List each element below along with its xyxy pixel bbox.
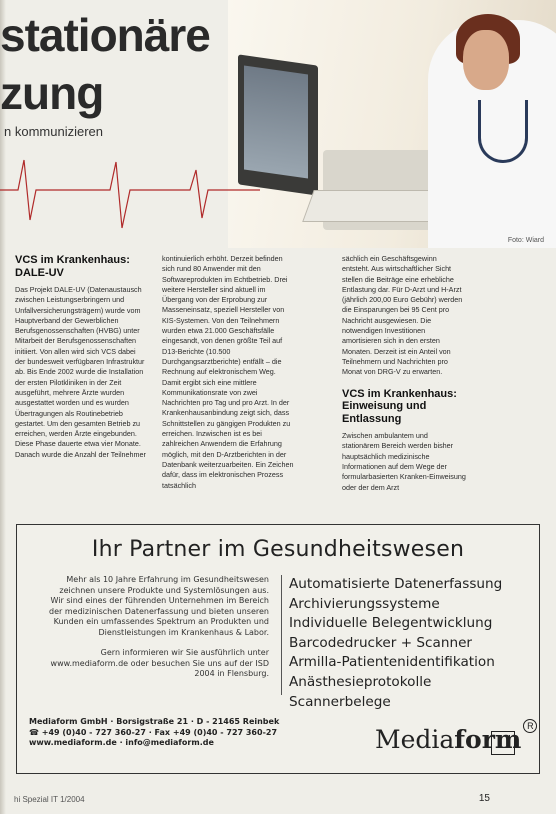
article-column-1 (15, 254, 147, 460)
ad-web-link[interactable]: www.mediaform.de · info@mediaform.de (29, 738, 214, 747)
ad-product-item: Armilla-Patientenidentifikation (289, 654, 495, 671)
ad-product-list (289, 575, 529, 712)
headline-line2: zung (0, 67, 104, 119)
article-column-3 (342, 254, 466, 493)
section-heading-einweisung: VCS im Krankenhaus: Einweisung und Entlassung (342, 387, 457, 425)
ad-product-item: Barcodedrucker + Scanner (289, 634, 473, 651)
page-spine (0, 0, 6, 814)
column-3-text-bottom: Zwischen ambulantem und stationärem Bereich werden bisher hauptsächlich medizinische Informationen auf dem Wege der formularbasierten Kranken-Einweisung oder der dem Arzt (342, 431, 466, 492)
stethoscope-icon (478, 100, 528, 163)
ad-product-item: Scannerbelege (289, 693, 391, 710)
ecg-line-graphic (0, 150, 260, 240)
ad-title: Ihr Partner im Gesundheitswesen (91, 537, 465, 562)
ad-product-item: Anästhesieprotokolle (289, 673, 432, 690)
logo-corner-icon (497, 735, 510, 748)
ad-paragraph-1: Mehr als 10 Jahre Erfahrung im Gesundheitswesen zeichnen unsere Produkte und Systemlösungen aus. Wir sind eines der führenden Unternehmen im Bereich der medizinischen Datenerfassung und bieten unseren Kunden ein umfassendes Spektrum an Produkten und Dienstleistungen im Krankenhaus & Labor. (49, 575, 269, 637)
column-1-text: Das Projekt DALE-UV (Datenaustausch zwischen Leistungserbringern und Unfallversicherungsträgern) wurde vom Hauptverband der Gewerblichen Berufsgenossenschaften (HVBG) unter Mitarbeit der Berufsgenossenschaften initiiert. Von allen wird sich VCS dabei der bundesweit verfügbaren Infrastruktur ab. Bis Ende 2002 wurde die Installation der ersten Pilotkliniken in der Zeit ausgeführt, mehrere Ärzte wurden ausgestattet worden und es wurden Übertragungen als Routinebetrieb gestartet. Um den gesamten Betrieb zu erreichen, werden Ärzte eingebunden. Diese Phase dauerte etwa vier Monate. Danach wurde die Anzahl der Teilnehmer (15, 285, 146, 459)
ad-divider (281, 575, 282, 695)
advertisement-box (16, 524, 540, 774)
article-column-2 (162, 254, 294, 491)
ad-phone: ☎ +49 (0)40 - 727 360-27 · Fax +49 (0)40 - 727 360-27 (29, 727, 278, 737)
ad-contact-block (29, 717, 329, 749)
headline-subtitle: n kommunizieren (4, 124, 103, 139)
header-photo (228, 0, 556, 248)
ad-product-item: Automatisierte Datenerfassung (289, 576, 503, 592)
logo-text-media: Media (375, 725, 455, 754)
ad-description (47, 575, 269, 690)
ad-product-item: Archivierungssysteme (289, 595, 440, 612)
section-heading-dale-uv: VCS im Krankenhaus: DALE-UV (15, 254, 130, 279)
column-3-text-top: sächlich ein Geschäftsgewinn entsteht. Aus wirtschaftlicher Sicht stellen die Beiträge eine erhebliche Entlastung dar. Für D-Arzt und H-Arzt (jährlich 200,00 Euro Gebühr) werden die Einsparungen bei 95 Cent pro Nachricht ausgewiesen. Die notwendigen Investitionen amortisieren sich in den ersten Monaten. Derzeit ist ein Anteil von Teilnehmern und Nachrichten pro Monat von DRG-V zu erwarten. (342, 254, 463, 377)
ad-paragraph-2: Gern informieren wir Sie ausführlich unter www.mediaform.de oder besuchen Sie uns auf der ISD 2004 in Flensburg. (50, 648, 269, 678)
page-number: 15 (478, 793, 490, 804)
ad-product-item: Individuelle Belegentwicklung (289, 615, 493, 632)
ad-address: Mediaform GmbH · Borsigstraße 21 · D - 21465 Reinbek (29, 717, 280, 726)
registered-mark-icon: R (523, 719, 537, 733)
doctor-face (463, 30, 509, 90)
photo-credit: Foto: Wiard (507, 237, 544, 244)
footer-publication: hi Spezial IT 1/2004 (14, 795, 85, 804)
headline-line1: stationäre (0, 9, 210, 61)
column-2-text: kontinuierlich erhöht. Derzeit befinden sich rund 80 Anwender mit den Softwareprodukten im Echtbetrieb. Drei weitere Hersteller sind aktuell im Übergang von der Erprobung zur Masseneinsatz, speziell Hersteller von KIS-Systemen. Von den Teilnehmern wurden etwa 21.000 Geschäftsfälle eingesandt, von denen größte Teil auf D13-Berichte (10.500 Durchgangsarztberichte) entfällt – die Rechnung auf elektronischem Weg. Damit ergibt sich eine mittlere Kommunikationsrate von zwei Nachrichten pro Tag und pro Arzt. In der Krankenhausanbindung zeigt sich, dass Schnittstellen zu gängigen Produkten zu erreichen. Inzwischen ist es bei zahlreichen Anwendern die Erfahrung möglich, mit den D-Arztberichten in der Datenbank weiterzuarbeiten. Ein Zeichen dafür, dass im elektronischen Prozess tatsächlich (162, 254, 294, 490)
logo-text-form: form (454, 725, 522, 754)
